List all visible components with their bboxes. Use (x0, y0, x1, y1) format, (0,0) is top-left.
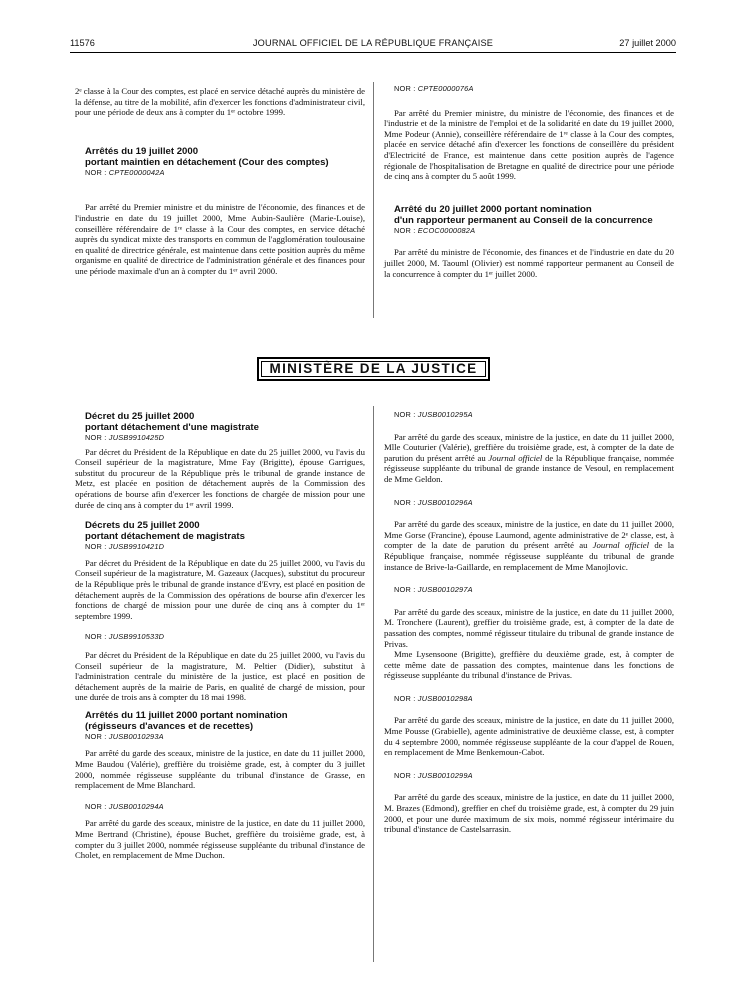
nor-reference: NOR : CPTE0000076A (394, 84, 474, 93)
decree-paragraph: Par décret du Président de la République en date du 25 juillet 2000, vu l'avis du Conseil supérieur de la magistrature, M. Peltier (Didier), substitut à l'administration centrale du ministère de la justice, est placé en position de détachement auprès de la mairie de Paris, en qualité de chargé de mission, pour une durée de trois ans à compter du 18 mai 1998. (75, 649, 365, 703)
decree-paragraph: Par arrêté du Premier ministre et du ministre de l'économie, des finances et de l'industrie en date du 19 juillet 2000, Mme Aubin-Saulière (Marie-Louise), conseillère référendaire de 1ʳᵉ classe à la Cour des comptes, en service détaché auprès du syndicat mixte des transports en commun de l'agglomération toulousaine en qualité de directrice générale, est maintenue dans cette position auprès du même organisme en qualité de directrice de l'administration générale et des finances pour une période maximale d'un an à compter du 1ᵉʳ avril 2000. (75, 202, 365, 276)
column-divider-bottom (373, 406, 374, 962)
nor-reference: NOR : JUSB0010299A (394, 770, 473, 780)
journal-officiel-italic: Journal officiel (592, 540, 650, 551)
decree-paragraph: Par arrêté du garde des sceaux, ministre de la justice, en date du 11 juillet 2000, Mme Pousse (Grabielle), agente administrative de deuxième classe, est, à compter du 4 septembre 2000, nommée régisseuse suppléante de la cour d'appel de Rouen, en remplacement de Mme Benkemoun-Cabot. (384, 715, 674, 758)
decree-paragraph: Par arrêté du garde des sceaux, ministre de la justice, en date du 11 juillet 2000, Mme Gorse (Francine), épouse Laumond, agente administrative de 2ᵉ classe, est, à compter de la date de parution du présent arrêté au Journal officiel de la République française, nommée régisseuse suppléante du tribunal de grande instance de Brive-la-Gaillarde, en remplacement de Mme Manojlovic. (384, 519, 675, 572)
journal-title: JOURNAL OFFICIEL DE LA RÉPUBLIQUE FRANÇAISE (252, 38, 494, 48)
journal-officiel-italic: Journal officiel (488, 452, 543, 463)
section-title: Décrets du 25 juillet 2000 (85, 520, 200, 532)
decree-paragraph: Par arrêté du ministre de l'économie, des finances et de l'industrie en date du 20 juillet 2000, M. Taouml (Olivier) est nommé rapporteur permanent au Conseil de la concurrence à compter du 1ᵉʳ juillet 2000. (384, 247, 674, 279)
issue-date: 27 juillet 2000 (619, 38, 676, 48)
section-subtitle: (régisseurs d'avances et de recettes) (85, 720, 254, 732)
nor-reference: NOR : JUSB0010297A (394, 585, 473, 595)
decree-paragraph: Par arrêté du Premier ministre, du ministre de l'économie, des finances et de l'industrie et de la ministre de l'emploi et de la solidarité en date du 19 juillet 2000, Mme Podeur (Annie), conseillère référendaire de 1ʳᵉ classe à la Cour des comptes, placée en service détaché afin d'exercer les fonctions de conseillère du président d'Electricité de France, est maintenue dans cette position auprès de l'agence régionale de l'hospitalisation de Bretagne en qualité de directrice pour une période de cinq ans à compter du 5 août 1999. (384, 107, 674, 182)
decree-paragraph: Mme Lysensoone (Brigitte), greffière du deuxième grade, est, à compter de cette même date de passation des comptes, maintenue dans les fonctions de régisseuse suppléante du tribunal d'instance de Privas. (384, 649, 674, 681)
section-title: Décret du 25 juillet 2000 (85, 411, 195, 422)
bottom-right-column (384, 410, 674, 835)
nor-reference: NOR : JUSB0010293A (85, 731, 164, 741)
section-subtitle: portant maintien en détachement (Cour des comptes) (85, 156, 329, 168)
top-left-column (75, 86, 365, 277)
decree-paragraph: Par arrêté du garde des sceaux, ministre de la justice, en date du 11 juillet 2000, Mlle Couturier (Valérie), greffière du troisième grade, est, à compter de la date de parution du présent arrêté au Journal officiel de la République française, nommée régisseuse suppléante du tribunal de grande instance de Vesoul, en remplacement de Mme Geldon. (384, 431, 675, 484)
section-title: Arrêtés du 19 juillet 2000 (85, 145, 199, 157)
section-subtitle: d'un rapporteur permanent au Conseil de la concurrence (394, 214, 653, 226)
decree-paragraph: Par arrêté du garde des sceaux, ministre de la justice, en date du 11 juillet 2000, Mme Bertrand (Christine), épouse Buchet, greffière du troisième grade, est, à compter du 3 juillet 2000, nommée régisseuse suppléante du tribunal d'instance de Cholet, en remplacement de Mme Duchon. (75, 818, 365, 861)
section-title: Arrêtés du 11 juillet 2000 portant nomination (85, 709, 288, 721)
decree-paragraph: Par arrêté du garde des sceaux, ministre de la justice, en date du 11 juillet 2000, M. Brazes (Edmond), greffier en chef du troisième grade, est, à compter du 29 juin 2000, et pour une durée maximum de six mois, nommé régisseur intérimaire du tribunal d'instance de Castelsarrasin. (384, 792, 674, 835)
page-header (70, 38, 676, 53)
nor-reference: NOR : CPTE0000042A (85, 167, 165, 177)
top-right-column (384, 84, 674, 279)
nor-reference: NOR : JUSB9910425D (85, 433, 165, 442)
nor-reference: NOR : JUSB0010296A (394, 497, 473, 507)
nor-reference: NOR : ECOC0000082A (394, 225, 476, 235)
decree-paragraph: Par arrêté du garde des sceaux, ministre de la justice, en date du 11 juillet 2000, M. Tronchere (Laurent), greffier du troisième grade, est, à compter de la date de passation des comptes, nommé régisseur titulaire du tribunal de grande instance de Privas. (384, 606, 674, 649)
section-subtitle: portant détachement d'une magistrate (85, 422, 259, 433)
decree-paragraph: Par arrêté du garde des sceaux, ministre de la justice, en date du 11 juillet 2000, Mme Baudou (Valérie), greffière du troisième grade, est, à compter du 3 juillet 2000, nommée régisseuse suppléante du tribunal d'instance de Grasse, en remplacement de Mme Blanchard. (75, 748, 365, 791)
nor-reference: NOR : JUSB0010294A (85, 801, 164, 811)
page-number: 11576 (70, 38, 95, 48)
decree-paragraph: Par décret du Président de la République en date du 25 juillet 2000, vu l'avis du Conseil supérieur de la magistrature, Mme Fay (Brigitte), épouse Garrigues, substitut du procureur de la République près le tribunal de grande instance de Metz, est placée en position de détachement auprès de la Commission des opérations de bourse afin d'exercer les fonctions de chargée de mission pour une durée de cinq ans à compter du 1ᵉʳ avril 1999. (75, 446, 365, 510)
section-title: Arrêté du 20 juillet 2000 portant nomination (394, 203, 592, 215)
section-subtitle: portant détachement de magistrats (85, 531, 245, 543)
nor-reference: NOR : JUSB0010298A (394, 693, 473, 703)
column-divider-top (373, 82, 374, 318)
nor-reference: NOR : JUSB0010295A (394, 410, 473, 419)
nor-reference: NOR : JUSB9910533D (85, 632, 165, 642)
decree-paragraph: Par décret du Président de la République en date du 25 juillet 2000, vu l'avis du Conseil supérieur de la magistrature, M. Gazeaux (Jacques), substitut du procureur de la République près le tribunal de grande instance d'Evry, est placé en position de détachement auprès de la Commission des opérations de bourse afin d'exercer les fonctions de chargé de mission pour une durée de cinq ans à compter du 1ᵉʳ septembre 1999. (75, 557, 365, 621)
ministry-heading: MINISTÈRE DE LA JUSTICE (257, 357, 490, 381)
nor-reference: NOR : JUSB9910421D (85, 542, 165, 552)
bottom-left-column (75, 411, 365, 861)
continuation-paragraph: 2ᵉ classe à la Cour des comptes, est placé en service détaché auprès du ministère de la défense, au titre de la mobilité, afin d'exercer les fonctions d'administrateur civil, pour une période de deux ans à compter du 1ᵉʳ octobre 1999. (75, 86, 365, 118)
